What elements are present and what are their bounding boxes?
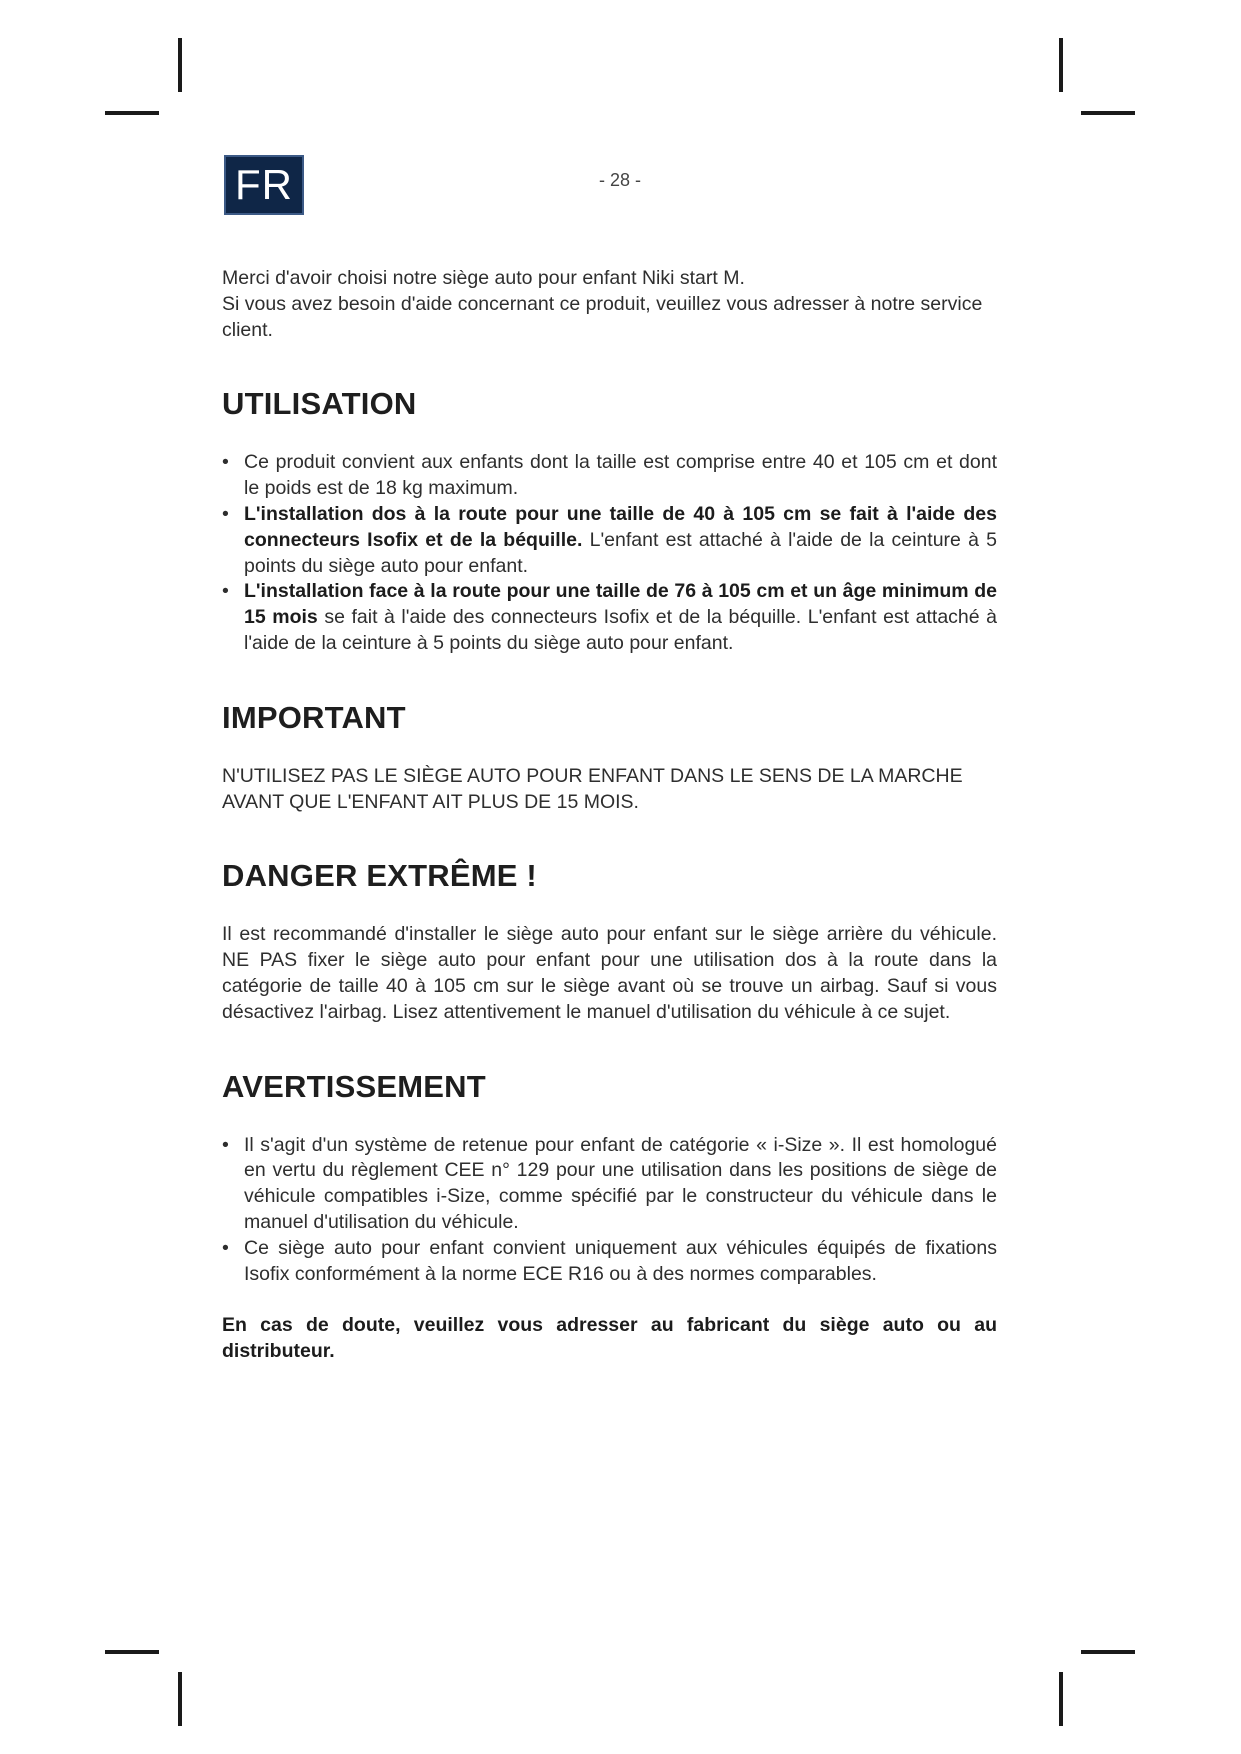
list-item (222, 1133, 997, 1236)
utilisation-bullet-2-text: L'enfant est attaché à l'aide de la ceinture à 5 points du siège auto pour enfant. (244, 528, 997, 577)
list-item (222, 1236, 997, 1288)
language-badge: FR (224, 155, 304, 215)
avertissement-bullet-2: Ce siège auto pour enfant convient uniquement aux véhicules équipés de fixations Isofix conformément à la norme ECE R16 ou à des normes comparables. (244, 1236, 997, 1285)
avertissement-bullet-1: Il s'agit d'un système de retenue pour enfant de catégorie « i-Size ». Il est homologué en vertu du règlement CEE n° 129 pour une utilisation dans les positions de siège de véhicule compatibles i-Size, comme spécifié par le constructeur du véhicule dans le manuel d'utilisation du véhicule. (244, 1133, 997, 1233)
utilisation-bullet-3-bold: L'installation face à la route pour une taille de 76 à 105 cm et un âge minimum de 15 mois (244, 580, 997, 629)
intro-line-1: Merci d'avoir choisi notre siège auto pour enfant Niki start M. (222, 267, 745, 289)
list-item (222, 579, 997, 656)
crop-mark-top-right-vertical (1059, 38, 1063, 92)
utilisation-list (222, 450, 997, 656)
intro-line-2: Si vous avez besoin d'aide concernant ce produit, veuillez vous adresser à notre service client. (222, 292, 983, 341)
page-number: - 28 - (598, 170, 641, 190)
list-item (222, 450, 997, 502)
list-item (222, 502, 997, 579)
heading-important: IMPORTANT (222, 699, 406, 735)
crop-mark-top-right-horizontal (1081, 111, 1135, 115)
heading-danger: DANGER EXTRÊME ! (222, 858, 537, 894)
utilisation-bullet-1: Ce produit convient aux enfants dont la taille est comprise entre 40 et 105 cm et dont le poids est de 18 kg maximum. (244, 451, 997, 500)
heading-utilisation: UTILISATION (222, 386, 417, 422)
crop-mark-top-left-vertical (178, 38, 182, 92)
closing-note: En cas de doute, veuillez vous adresser au fabricant du siège auto ou au distributeur. (222, 1314, 997, 1363)
danger-text: Il est recommandé d'installer le siège auto pour enfant sur le siège arrière du véhicule. NE PAS fixer le siège auto pour enfant pour une utilisation dos à la route dans la catégorie de taille 40 à 105 cm sur le siège avant où se trouve un airbag. Sauf si vous désactivez l'airbag. Lisez attentivement le manuel d'utilisation du véhicule à ce sujet. (222, 923, 997, 1023)
crop-mark-bottom-right-vertical (1059, 1672, 1063, 1726)
heading-avertissement: AVERTISSEMENT (222, 1068, 486, 1104)
crop-mark-top-left-horizontal (105, 111, 159, 115)
crop-mark-bottom-left-vertical (178, 1672, 182, 1726)
crop-mark-bottom-right-horizontal (1081, 1650, 1135, 1654)
crop-mark-bottom-left-horizontal (105, 1650, 159, 1654)
utilisation-bullet-3-text: se fait à l'aide des connecteurs Isofix et de la béquille. L'enfant est attaché à l'aide de la ceinture à 5 points du siège auto pour enfant. (244, 606, 998, 654)
important-text: N'UTILISEZ PAS LE SIÈGE AUTO POUR ENFANT DANS LE SENS DE LA MARCHE AVANT QUE L'ENFANT AIT PLUS DE 15 MOIS. (222, 764, 963, 813)
utilisation-bullet-2-bold: L'installation dos à la route pour une taille de 40 à 105 cm se fait à l'aide des connecteurs Isofix et de la béquille. (244, 502, 997, 551)
avertissement-list (222, 1133, 997, 1288)
document-body (222, 266, 997, 1365)
intro-section (222, 266, 997, 343)
